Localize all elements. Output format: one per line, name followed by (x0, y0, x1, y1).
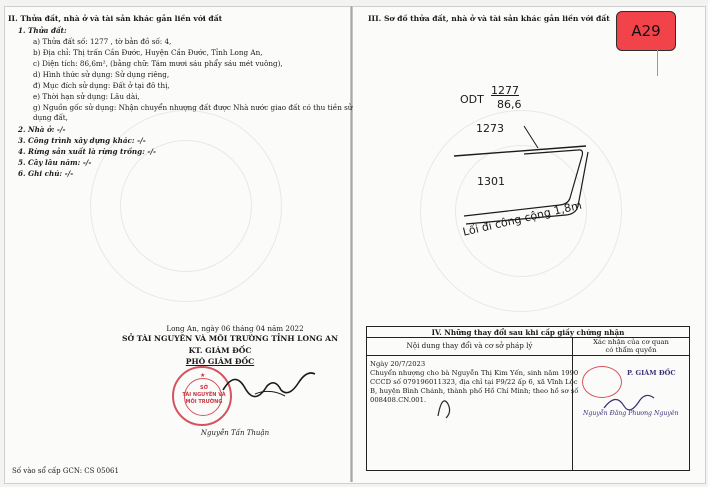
parcel-address: b) Địa chỉ: Thị trấn Cần Đước, Huyện Cần Đước, Tỉnh Long An, (33, 48, 263, 57)
col-content-header: Nội dung thay đổi và cơ sở pháp lý (406, 341, 533, 350)
kt-director: KT. GIÁM ĐỐC (188, 346, 252, 355)
section-title-map: III. Sơ đồ thửa đất, nhà ở và tài sản khác gắn liền với đất (368, 14, 610, 23)
page-fold (350, 6, 353, 482)
issuing-agency: SỞ TÀI NGUYÊN VÀ MÔI TRƯỜNG TỈNH LONG AN (121, 334, 339, 343)
registry-number: Số vào sổ cấp GCN: CS 05061 (12, 467, 119, 475)
col-confirm-header-2: có thẩm quyền (605, 346, 657, 354)
official-seal: ★ SỞ TÀI NGUYÊN VÀ MÔI TRƯỜNG (172, 366, 232, 426)
col-confirm-header-1: Xác nhận của cơ quan (593, 338, 669, 346)
parcel-area: c) Diện tích: 86,6m², (bằng chữ: Tám mươi sáu phẩy sáu mét vuông), (33, 59, 283, 68)
signer-name: Nguyễn Tấn Thuận (200, 429, 270, 437)
confirm-signer: Nguyễn Đăng Phương Nguyên (583, 410, 679, 417)
map-parcel-area: 86,6 (497, 98, 522, 111)
item-perennial-trees: 5. Cây lâu năm: -/- (18, 158, 92, 167)
signature-left (215, 360, 325, 410)
map-parcel-number: 1277 (491, 84, 519, 97)
change-line-4: 008408.CN.001. (370, 396, 427, 404)
map-neighbor-1273: 1273 (476, 122, 504, 135)
map-road-label: Lối đi công cộng 1,8m (461, 198, 583, 239)
confirm-title: P. GIÁM ĐỐC (627, 369, 676, 377)
map-neighbor-1301: 1301 (477, 175, 505, 188)
change-line-1: Chuyển nhượng cho bà Nguyễn Thị Kim Yến, sinh năm 1990 (370, 369, 579, 377)
place-date: Long An, ngày 06 tháng 04 năm 2022 (166, 324, 304, 333)
page-code-badge: A29 (616, 11, 676, 51)
parcel-sketch (430, 60, 630, 260)
usage-purpose: đ) Mục đích sử dụng: Đất ở tại đô thị, (33, 81, 170, 90)
section-title-land: II. Thửa đất, nhà ở và tài sản khác gắn liền với đất (8, 14, 223, 23)
usage-origin-cont: dụng đất, (33, 113, 68, 122)
deputy-director: PHÓ GIÁM ĐỐC (185, 357, 255, 366)
item-notes: 6. Ghi chú: -/- (18, 169, 74, 178)
badge-guide-line (657, 50, 658, 76)
item-land-parcel: 1. Thửa đất: (18, 26, 67, 35)
signature-right-confirm (600, 386, 660, 420)
watermark-circle-left-inner (120, 140, 252, 272)
item-other-construction: 3. Công trình xây dựng khác: -/- (18, 136, 146, 145)
item-house: 2. Nhà ở: -/- (18, 125, 66, 134)
parcel-number: a) Thửa đất số: 1277 , tờ bản đồ số: 4, (33, 37, 172, 46)
change-line-3: B, huyện Bình Chánh, thành phố Hồ Chí Minh; theo hồ sơ số (370, 387, 579, 395)
usage-form: d) Hình thức sử dụng: Sử dụng riêng, (33, 70, 170, 79)
signature-right-content (432, 386, 472, 426)
map-zone-code: ODT (460, 93, 484, 106)
change-date: Ngày 20/7/2023 (370, 360, 426, 368)
item-planted-forest: 4. Rừng sản xuất là rừng trồng: -/- (18, 147, 156, 156)
change-line-2: CCCD số 079196011323, địa chỉ tại F9/22 ấp 6, xã Vĩnh Lộc (370, 378, 578, 386)
changes-table-title: IV. Những thay đổi sau khi cấp giấy chứng nhận (431, 328, 625, 337)
usage-origin: g) Nguồn gốc sử dụng: Nhận chuyển nhượng đất được Nhà nước giao đất có thu tiền sử (33, 103, 353, 112)
usage-term: e) Thời hạn sử dụng: Lâu dài, (33, 92, 140, 101)
